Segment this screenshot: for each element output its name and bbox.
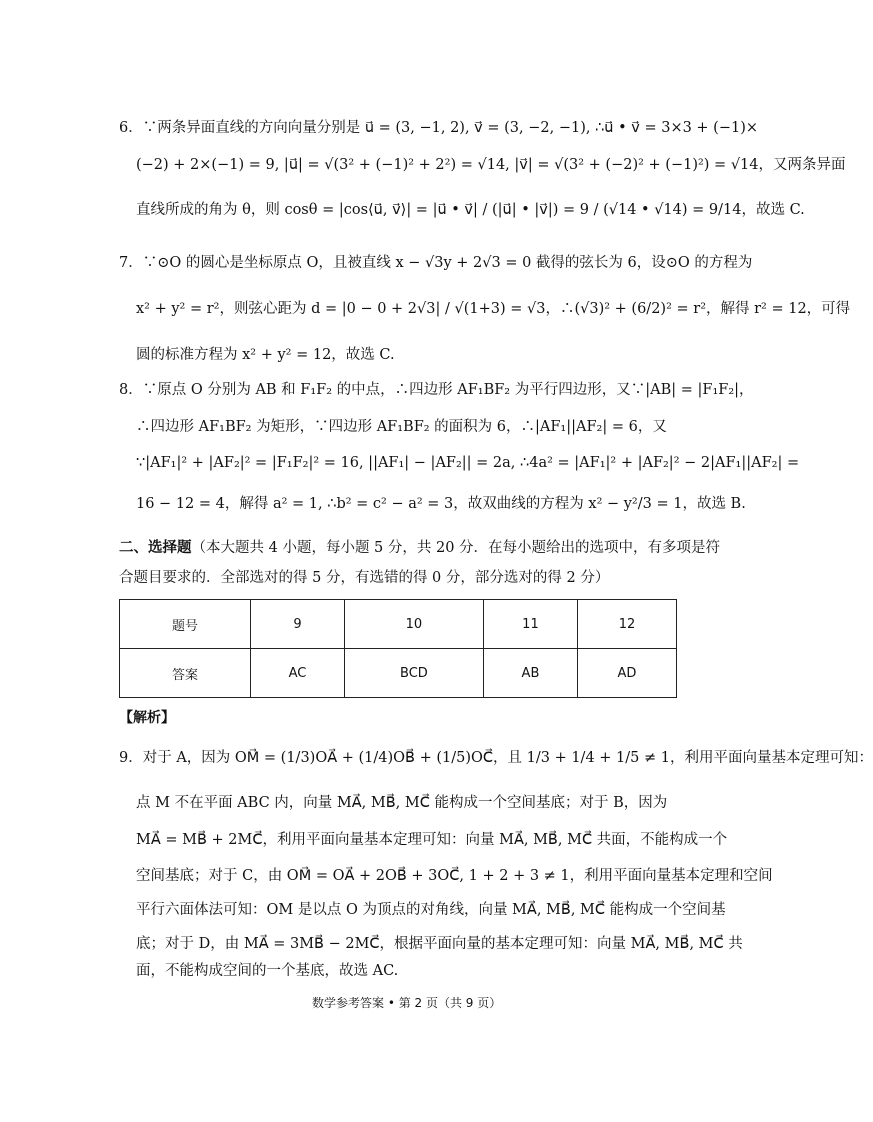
section-2-description-1: （本大题共 4 小题，每小题 5 分，共 20 分．在每小题给出的选项中，有多项是符 [191, 540, 721, 556]
problem-8-line-4: 16 − 12 = 4，解得 a² = 1, ∴b² = c² − a² = 3，故双曲线的方程为 x² − y²/3 = 1，故选 B. [136, 496, 746, 512]
section-2-title: 二、选择题 [119, 539, 192, 556]
answer-cell: AD [577, 649, 676, 698]
page-footer: 数学参考答案 • 第 2 页（共 9 页） [312, 996, 502, 1010]
answer-cell: AC [251, 649, 345, 698]
question-number-header: 题号 [120, 600, 251, 649]
problem-7-line-2: x² + y² = r²，则弦心距为 d = |0 − 0 + 2√3| / √(1+3) = √3，∴(√3)² + (6/2)² = r²，解得 r² = 12，可得 [136, 301, 851, 317]
answer-table [119, 599, 677, 698]
problem-7-line-1: 7．∵⊙O 的圆心是坐标原点 O，且被直线 x − √3y + 2√3 = 0 截得的弦长为 6，设⊙O 的方程为 [119, 255, 753, 271]
answer-header: 答案 [120, 649, 251, 698]
section-2-heading [119, 538, 720, 558]
problem-9-line-2: 点 M 不在平面 ABC 内，向量 MA⃗, MB⃗, MC⃗ 能构成一个空间基底；对于 B，因为 [136, 795, 668, 811]
problem-7-line-3: 圆的标准方程为 x² + y² = 12，故选 C. [136, 347, 395, 363]
problem-9-line-5: 平行六面体法可知：OM 是以点 O 为顶点的对角线，向量 MA⃗, MB⃗, MC⃗ 能构成一个空间基 [136, 902, 726, 918]
question-number-cell: 11 [483, 600, 577, 649]
analysis-heading: 【解析】 [119, 710, 175, 726]
problem-9-line-3: MA⃗ = MB⃗ + 2MC⃗，利用平面向量基本定理可知：向量 MA⃗, MB⃗, MC⃗ 共面，不能构成一个 [136, 832, 728, 848]
section-2-description-2: 合题目要求的．全部选对的得 5 分，有选错的得 0 分，部分选对的得 2 分） [119, 570, 610, 586]
question-number-cell: 12 [577, 600, 676, 649]
problem-9-line-4: 空间基底；对于 C，由 OM⃗ = OA⃗ + 2OB⃗ + 3OC⃗, 1 + 2 + 3 ≠ 1，利用平面向量基本定理和空间 [136, 868, 773, 884]
answer-table-answer-row [120, 649, 677, 698]
problem-9-line-6: 底；对于 D，由 MA⃗ = 3MB⃗ − 2MC⃗，根据平面向量的基本定理可知：向量 MA⃗, MB⃗, MC⃗ 共 [136, 936, 743, 952]
problem-9-line-1: 9．对于 A，因为 OM⃗ = (1/3)OA⃗ + (1/4)OB⃗ + (1/5)OC⃗，且 1/3 + 1/4 + 1/5 ≠ 1，利用平面向量基本定理可知： [119, 750, 873, 766]
problem-8-line-3: ∵|AF₁|² + |AF₂|² = |F₁F₂|² = 16, ||AF₁| − |AF₂|| = 2a, ∴4a² = |AF₁|² + |AF₂|² − 2|AF₁||AF₂| = [136, 455, 800, 471]
question-number-cell: 10 [344, 600, 483, 649]
question-number-cell: 9 [251, 600, 345, 649]
answer-table-number-row [120, 600, 677, 649]
problem-6-line-2: (−2) + 2×(−1) = 9, |u⃗| = √(3² + (−1)² + 2²) = √14, |v⃗| = √(3² + (−2)² + (−1)²) = √14，又两条异面 [136, 157, 846, 173]
problem-8-line-2: ∴四边形 AF₁BF₂ 为矩形，∵四边形 AF₁BF₂ 的面积为 6，∴|AF₁||AF₂| = 6，又 [136, 419, 667, 435]
problem-9-line-7: 面，不能构成空间的一个基底，故选 AC. [136, 963, 399, 979]
answer-cell: AB [483, 649, 577, 698]
problem-6-line-1: 6．∵两条异面直线的方向向量分别是 u⃗ = (3, −1, 2), v⃗ = (3, −2, −1), ∴u⃗ • v⃗ = 3×3 + (−1)× [119, 120, 759, 136]
problem-6-line-3: 直线所成的角为 θ，则 cosθ = |cos⟨u⃗, v⃗⟩| = |u⃗ • v⃗| / (|u⃗| • |v⃗|) = 9 / (√14 • √14) = 9/14，故选 C. [136, 202, 805, 218]
problem-8-line-1: 8．∵原点 O 分别为 AB 和 F₁F₂ 的中点，∴四边形 AF₁BF₂ 为平行四边形，又∵|AB| = |F₁F₂|， [119, 382, 754, 398]
answer-cell: BCD [344, 649, 483, 698]
